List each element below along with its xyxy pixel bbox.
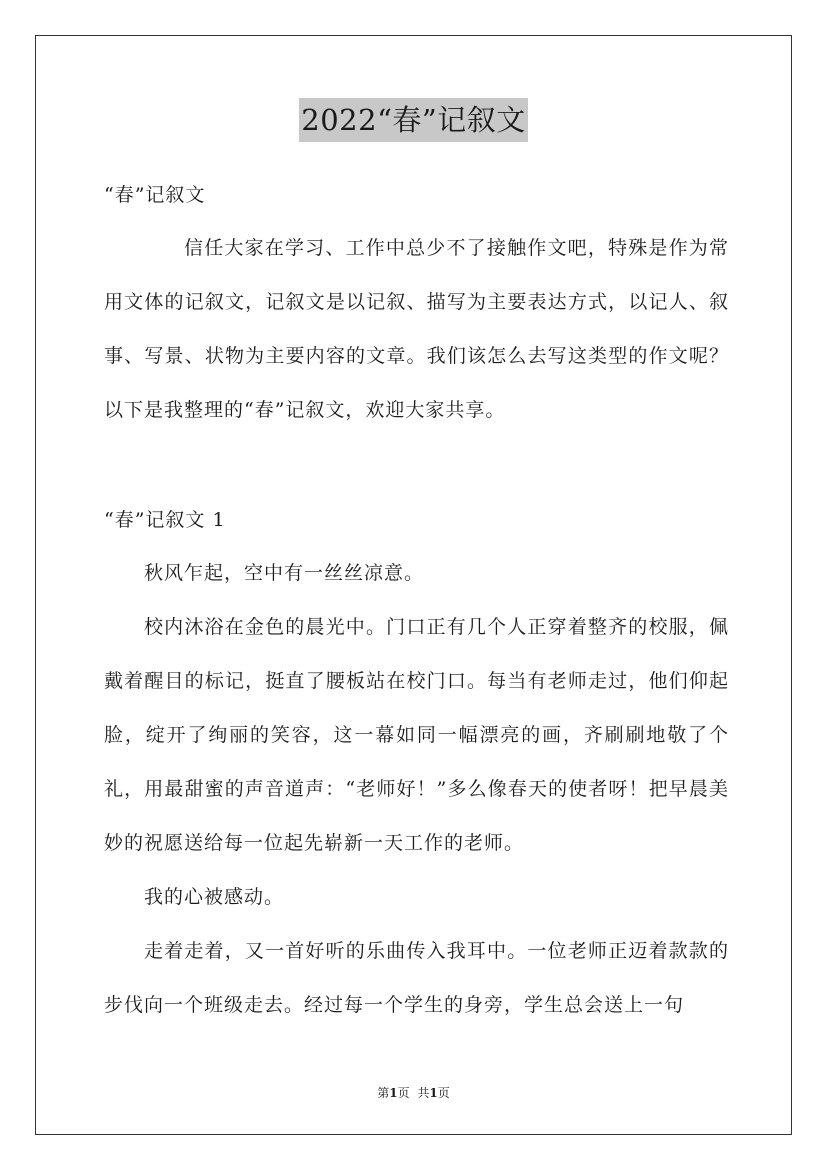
subtitle-block [104,180,729,210]
footer-total-suffix: 页 [437,1086,450,1100]
body-paragraph: 我的心被感动。 [144,886,285,908]
section-heading: “春”记叙文 1 [104,509,226,531]
intro-block [104,221,729,437]
body-paragraph: 秋风乍起，空中有一丝丝凉意。 [144,562,425,584]
title-container [0,98,827,142]
footer-total-number: 1 [429,1086,438,1100]
document-subtitle: “春”记叙文 [104,184,206,206]
footer-page-suffix: 页 [397,1086,410,1100]
footer-page-prefix: 第 [377,1086,390,1100]
body-paragraph: 校内沐浴在金色的晨光中。门口正有几个人正穿着整齐的校服，佩戴着醒目的标记，挺直了腰板站在校门口。每当有老师走过，他们仰起脸，绽开了绚丽的笑容，这一幕如同一幅漂亮的画，齐刷刷地敬了个礼，用最甜蜜的声音道声：“老师好！”多么像春天的使者呀！把早晨美妙的祝愿送给每一位起先崭新一天工作的老师。 [104,616,729,854]
footer-total-prefix: 共 [417,1086,430,1100]
intro-paragraph: 信任大家在学习、工作中总少不了接触作文吧，特殊是作为常用文体的记叙文，记叙文是以记叙、描写为主要表达方式，以记人、叙事、写景、状物为主要内容的文章。我们该怎么去写这类型的作文呢？以下是我整理的“春”记叙文，欢迎大家共享。 [104,237,729,421]
section-body [104,546,729,1032]
page-footer [0,1083,827,1103]
section-heading-block [104,505,729,535]
footer-page-number: 1 [389,1086,398,1100]
body-paragraph: 走着走着，又一首好听的乐曲传入我耳中。一位老师正迈着款款的步伐向一个班级走去。经过每一个学生的身旁，学生总会送上一句 [104,940,729,1016]
document-title: 2022“春”记叙文 [299,98,527,142]
